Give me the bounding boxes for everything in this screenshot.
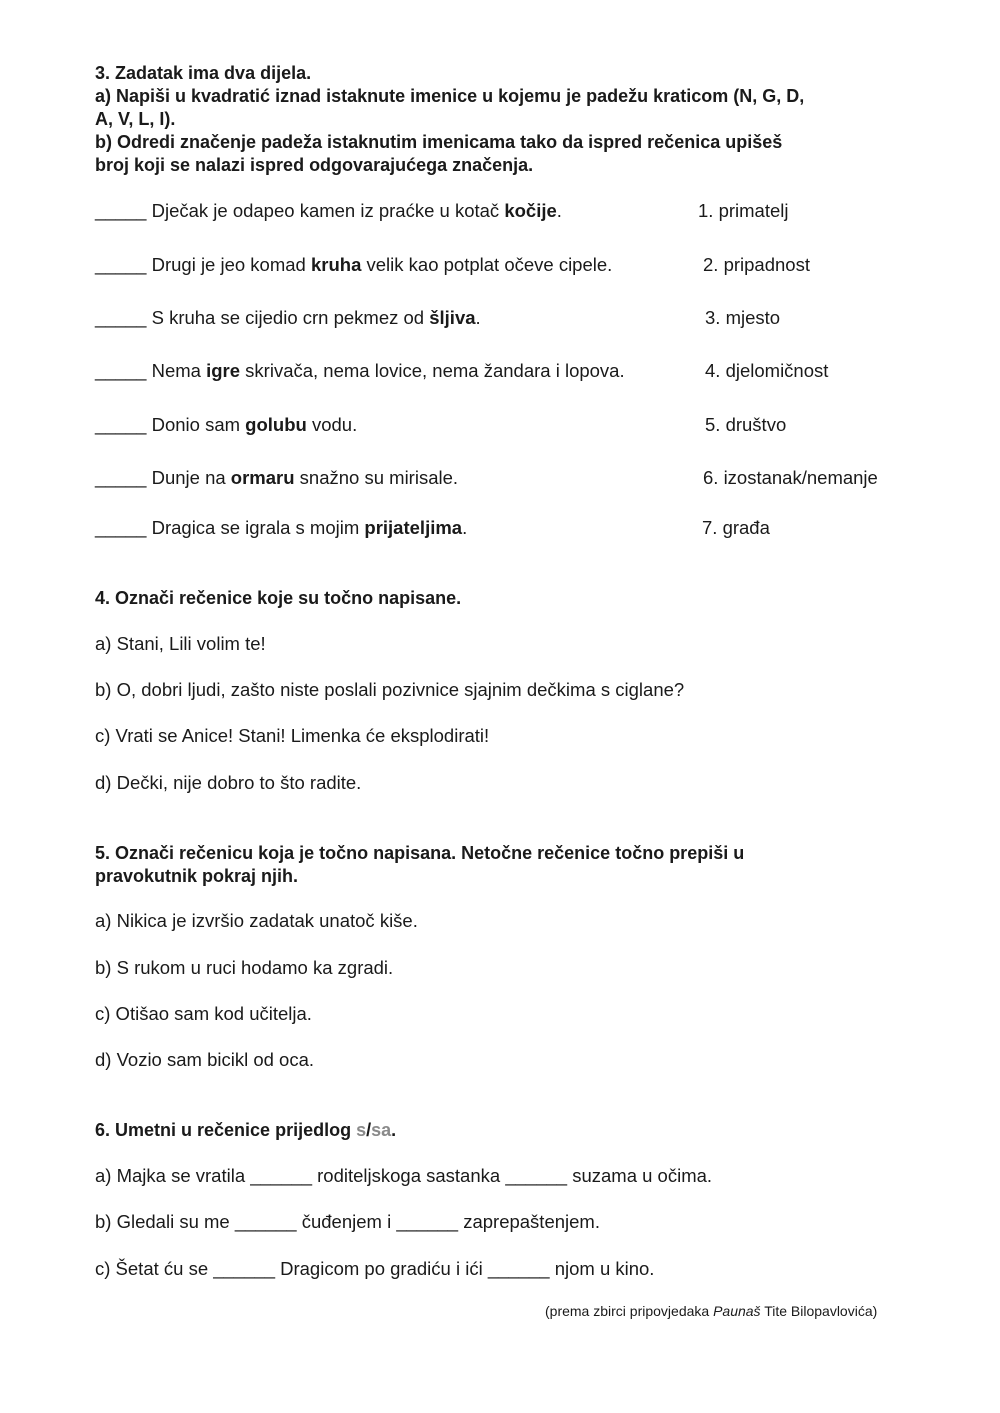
sentence-text: čuđenjem i [296,1211,397,1232]
fill-blank[interactable]: ______ [213,1258,275,1279]
sentence-text: roditeljskoga sastanka [311,1165,506,1186]
task3-sentence-6 [95,467,458,489]
answer-blank[interactable]: _____ [95,200,147,221]
fill-blank[interactable]: ______ [487,1258,550,1279]
sentence-text: skrivača, nema lovice, nema žandara i lopova. [240,360,625,381]
sentence-text: c) Šetat ću se [95,1258,214,1279]
highlighted-noun: prijateljima [364,517,463,538]
preposition-sa: sa [371,1120,392,1140]
task6-sentence-b [95,1211,600,1233]
task5-option-b[interactable]: b) S rukom u ruci hodamo ka zgradi. [95,957,394,978]
task5-option-c[interactable]: c) Otišao sam kod učitelja. [95,1003,312,1024]
task3-part-a-line2: A, V, L, I). [95,109,176,129]
period: . [391,1120,397,1140]
sentence-text: Donio sam [146,414,246,435]
task3-part-b-line2: broj koji se nalazi ispred odgovarajućega značenja. [95,155,534,175]
answer-blank[interactable]: _____ [95,467,147,488]
task3-sentence-1 [95,200,562,222]
task6-title [95,1119,396,1141]
meaning-5: 5. društvo [705,414,787,435]
task4-option-b[interactable]: b) O, dobri ljudi, zašto niste poslali pozivnice sjajnim dečkima s ciglane? [95,679,685,700]
source-note [545,1303,877,1319]
highlighted-noun: golubu [245,414,307,435]
meaning-1: 1. primatelj [698,200,789,221]
fill-blank[interactable]: ______ [505,1165,568,1186]
fill-blank[interactable]: ______ [234,1211,297,1232]
sentence-text: suzama u očima. [567,1165,713,1186]
answer-blank[interactable]: _____ [95,307,147,328]
fill-blank[interactable]: ______ [250,1165,312,1186]
task5-option-a[interactable]: a) Nikica je izvršio zadatak unatoč kiše. [95,910,418,931]
sentence-text: . [475,307,481,328]
task5-option-d[interactable]: d) Vozio sam bicikl od oca. [95,1049,315,1070]
sentence-text: Dragica se igrala s mojim [146,517,365,538]
task4-title: 4. Označi rečenice koje su točno napisane. [95,588,462,608]
task5-title-line1: 5. Označi rečenicu koja je točno napisana. Netočne rečenice točno prepiši u [95,843,745,863]
sentence-text: Drugi je jeo komad [146,254,311,275]
task4-option-c[interactable]: c) Vrati se Anice! Stani! Limenka će eksplodirati! [95,725,490,746]
task6-sentence-c [95,1258,654,1280]
fill-blank[interactable]: ______ [396,1211,459,1232]
task4-option-a[interactable]: a) Stani, Lili volim te! [95,633,266,654]
task3-title: 3. Zadatak ima dva dijela. [95,63,312,83]
sentence-text: zaprepaštenjem. [458,1211,600,1232]
meaning-2: 2. pripadnost [703,254,810,275]
sentence-text: Dječak je odapeo kamen iz praćke u kotač [146,200,505,221]
source-text: (prema zbirci pripovjedaka [545,1303,714,1319]
highlighted-noun: kruha [310,254,362,275]
highlighted-noun: kočije [504,200,557,221]
meaning-4: 4. djelomičnost [705,360,829,381]
sentence-text: b) Gledali su me [95,1211,235,1232]
task3-sentence-7 [95,517,467,539]
highlighted-noun: šljiva [429,307,476,328]
meaning-6: 6. izostanak/nemanje [703,467,878,488]
highlighted-noun: ormaru [230,467,295,488]
answer-blank[interactable]: _____ [95,414,147,435]
sentence-text: . [462,517,468,538]
sentence-text: Dragicom po gradiću i ići [274,1258,488,1279]
task3-part-b-line1: b) Odredi značenje padeža istaknutim imenicama tako da ispred rečenica upišeš [95,132,783,152]
answer-blank[interactable]: _____ [95,360,147,381]
sentence-text: a) Majka se vratila [95,1165,251,1186]
book-title: Paunaš [713,1303,761,1319]
task4-option-d[interactable]: d) Dečki, nije dobro to što radite. [95,772,362,793]
task6-title-text: 6. Umetni u rečenice prijedlog [95,1120,357,1140]
task5-title-line2: pravokutnik pokraj njih. [95,866,299,886]
meaning-3: 3. mjesto [705,307,781,328]
sentence-text: Dunje na [146,467,231,488]
source-text: Tite Bilopavlovića) [760,1303,878,1319]
sentence-text: vodu. [306,414,358,435]
meaning-7: 7. građa [702,517,770,538]
answer-blank[interactable]: _____ [95,517,147,538]
task3-sentence-5 [95,414,357,436]
sentence-text: velik kao potplat očeve cipele. [361,254,613,275]
sentence-text: njom u kino. [549,1258,655,1279]
sentence-text: . [556,200,562,221]
task3-sentence-3 [95,307,481,329]
task3-sentence-2 [95,254,612,276]
slash: / [366,1120,372,1140]
sentence-text: S kruha se cijedio crn pekmez od [146,307,430,328]
sentence-text: Nema [146,360,207,381]
highlighted-noun: igre [206,360,241,381]
task3-sentence-4 [95,360,625,382]
sentence-text: snažno su mirisale. [294,467,459,488]
answer-blank[interactable]: _____ [95,254,147,275]
task6-sentence-a [95,1165,712,1187]
task3-part-a-line1: a) Napiši u kvadratić iznad istaknute imenice u kojemu je padežu kraticom (N, G, D, [95,86,805,106]
preposition-s: s [356,1120,367,1140]
